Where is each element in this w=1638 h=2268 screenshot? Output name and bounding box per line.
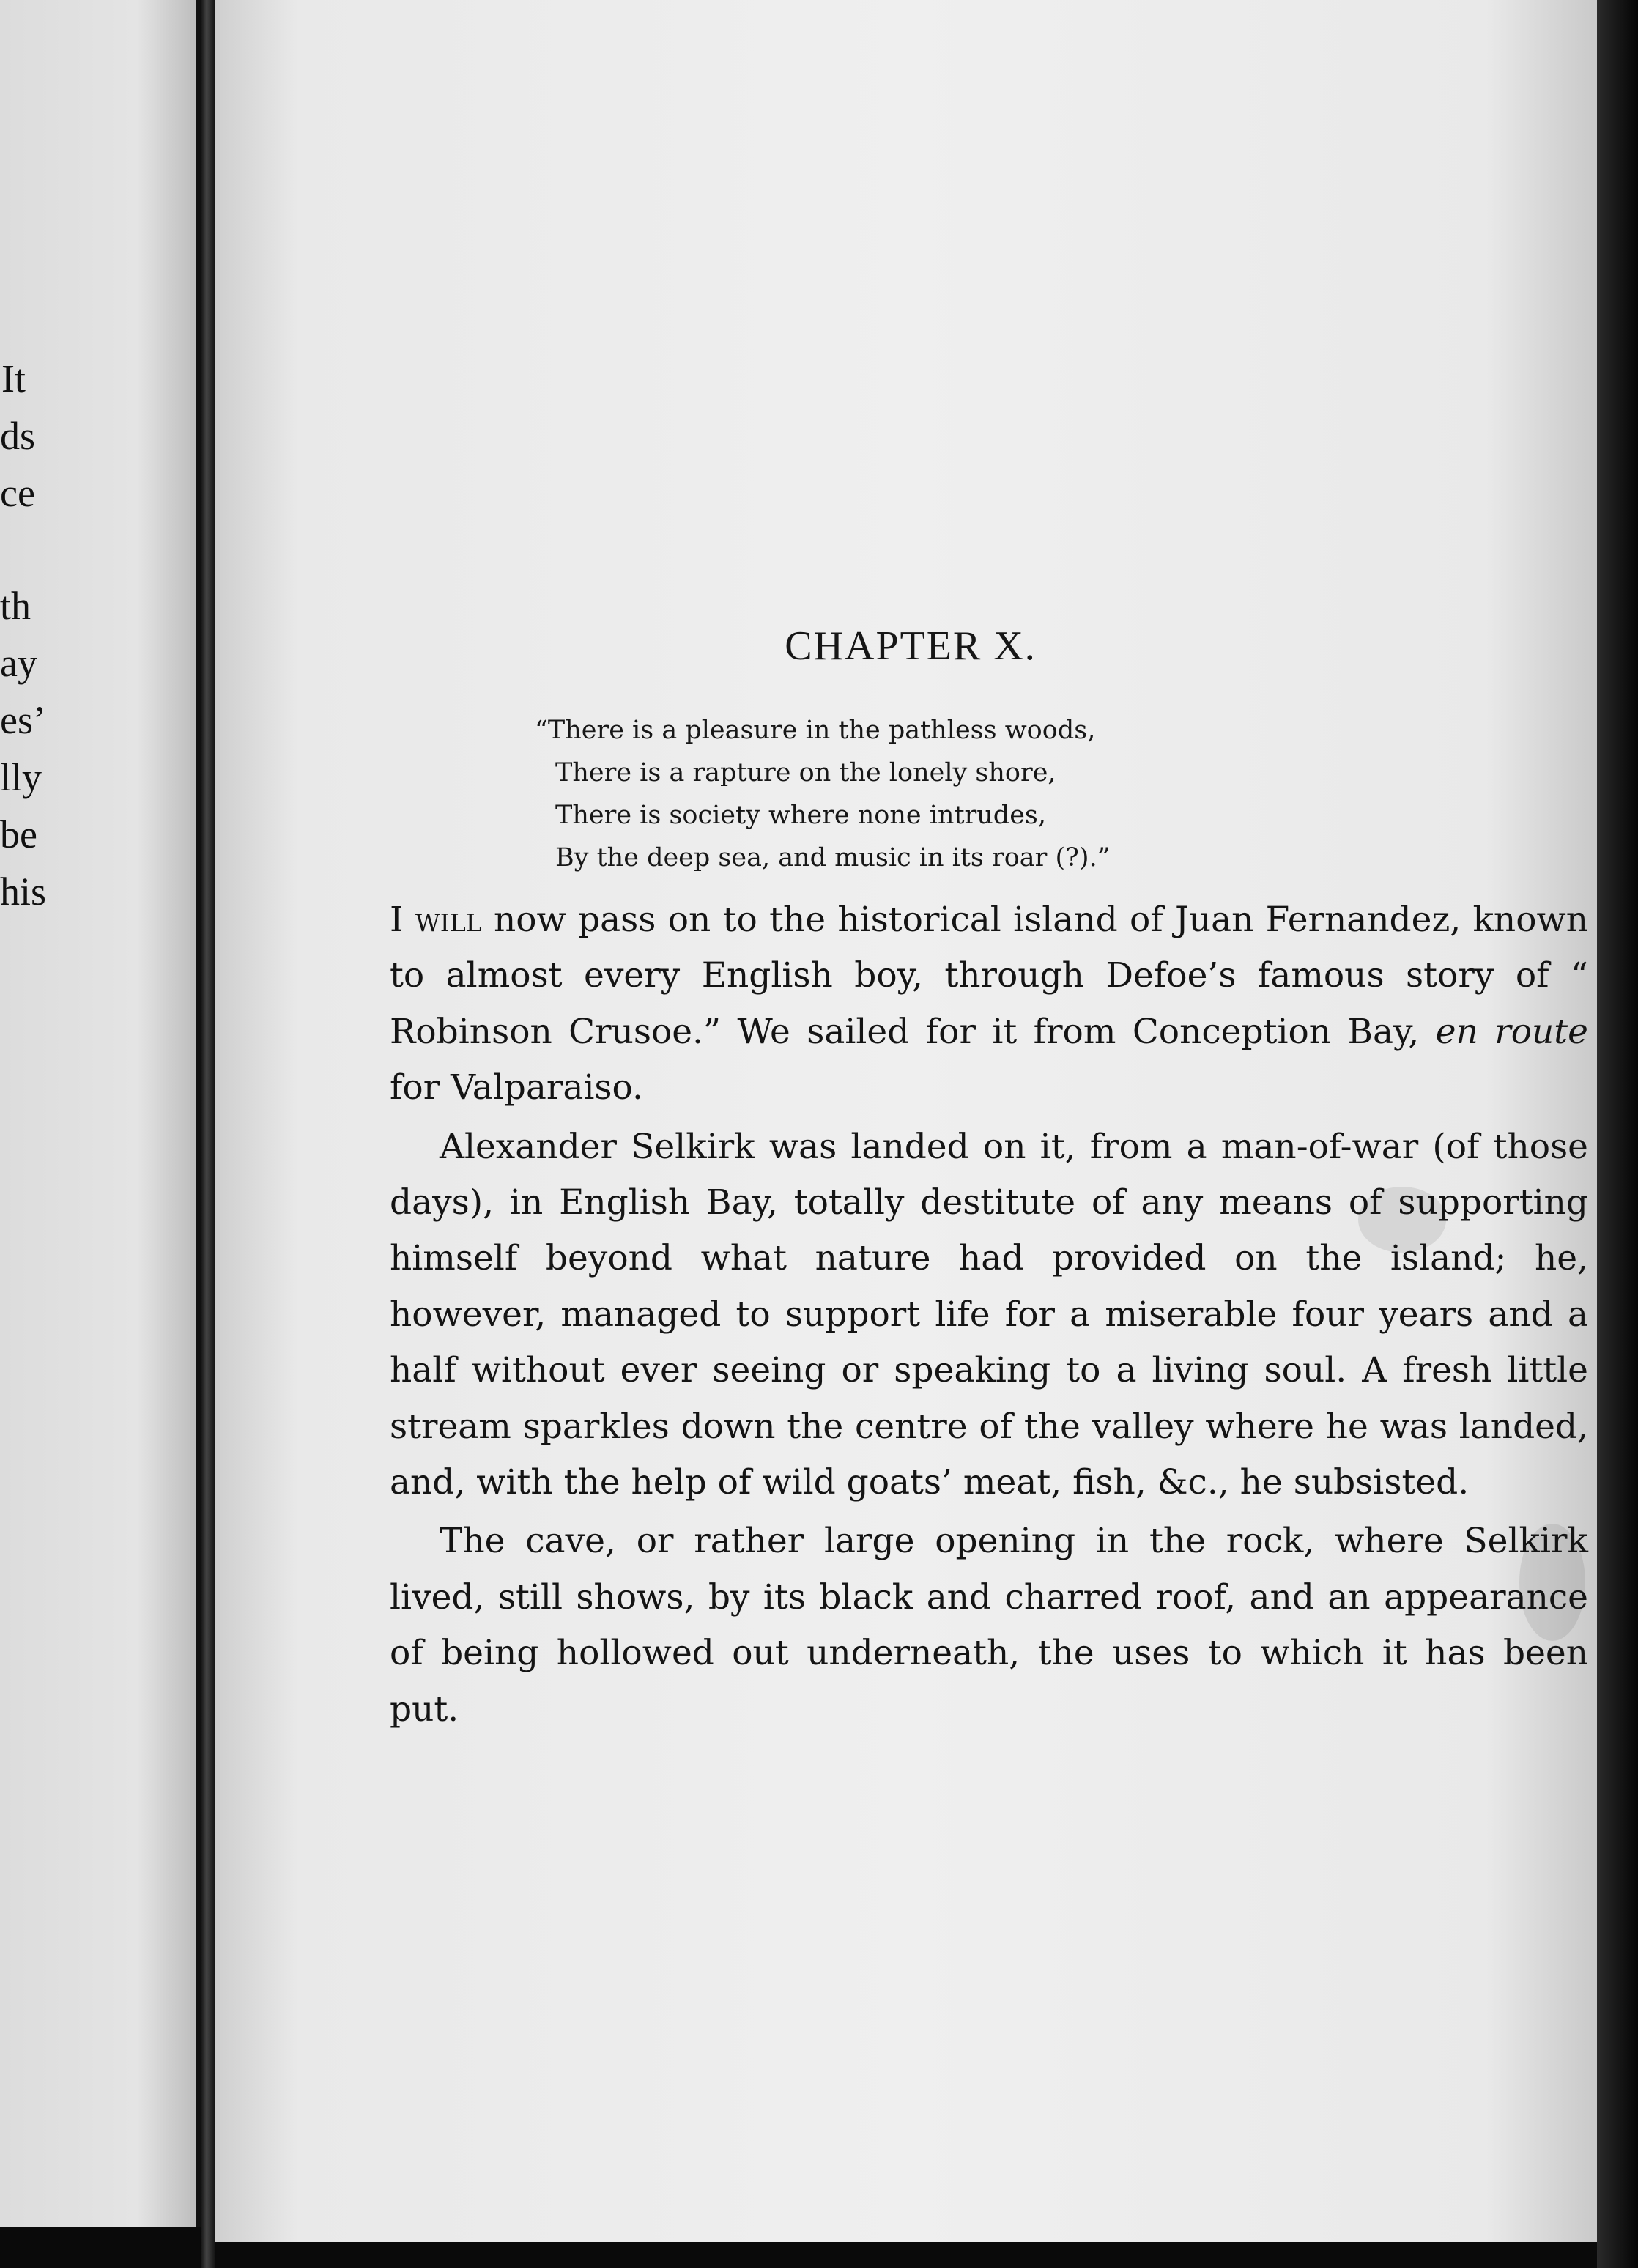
facing-page-fragment: es’ bbox=[0, 698, 46, 742]
epigraph bbox=[535, 709, 1267, 879]
facing-page-fragment: It bbox=[1, 357, 26, 401]
chapter-body bbox=[390, 892, 1588, 1741]
book-gutter bbox=[201, 0, 215, 2268]
facing-page-fragment: his bbox=[0, 870, 47, 914]
epigraph-line: By the deep sea, and music in its roar (?).” bbox=[555, 843, 1111, 872]
epigraph-line: There is society where none intrudes, bbox=[555, 801, 1047, 830]
book-page bbox=[215, 0, 1597, 2242]
epigraph-line: There is a rapture on the lonely shore, bbox=[555, 758, 1056, 788]
facing-page-fragment: be bbox=[0, 812, 37, 856]
paragraph-text: now pass on to the historical island of Juan Fernandez, known to almost every English boy, through Defoe’s famous story of “ Robinson Crusoe.” We sailed for it from Conception Bay, bbox=[390, 900, 1588, 1052]
paragraph-text: for Valparaiso. bbox=[390, 1067, 643, 1108]
facing-page-fragment: ce bbox=[0, 471, 35, 515]
facing-page bbox=[0, 0, 201, 2227]
facing-page-fragment: lly bbox=[0, 755, 42, 799]
facing-page-fragment: th bbox=[0, 584, 32, 628]
body-paragraph-1 bbox=[390, 892, 1588, 1116]
epigraph-line: “There is a pleasure in the pathless woods, bbox=[535, 716, 1096, 745]
opening-capital: I bbox=[390, 900, 404, 940]
body-paragraph-3: The cave, or rather large opening in the rock, where Selkirk lived, still shows, by its black and charred roof, and an appearance of being hollowed out underneath, the uses to which it has been put. bbox=[390, 1521, 1588, 1730]
italic-phrase: en route bbox=[1435, 1011, 1588, 1052]
page-edge-shadow bbox=[1597, 0, 1638, 2268]
body-paragraph-2: Alexander Selkirk was landed on it, from a man-of-war (of those days), in English Bay, totally destitute of any means of supporting himself beyond what nature had provided on the island; he, however, managed to support life for a miserable four years and a half without ever seeing or speaking to a living soul. A fresh little stream sparkles down the centre of the valley where he was landed, and, with the help of wild goats’ meat, fish, &c., he subsisted. bbox=[390, 1126, 1588, 1503]
chapter-title: CHAPTER X. bbox=[785, 623, 1037, 669]
opening-small-caps: will bbox=[415, 900, 482, 940]
facing-page-fragment: ay bbox=[0, 641, 37, 685]
facing-page-fragment: ds bbox=[0, 414, 36, 458]
